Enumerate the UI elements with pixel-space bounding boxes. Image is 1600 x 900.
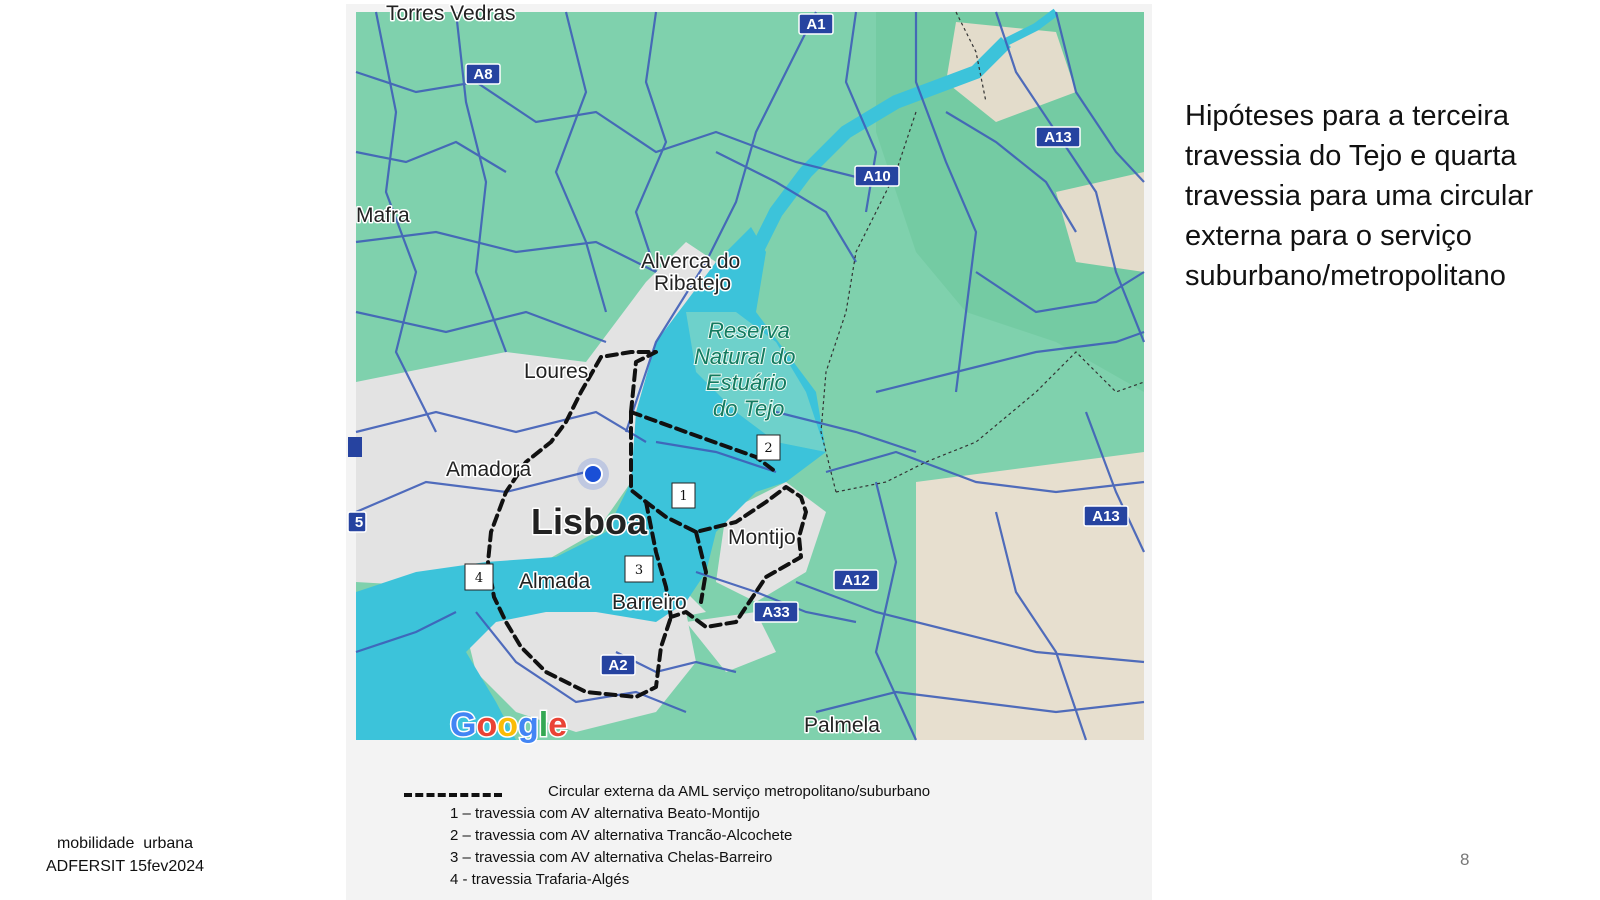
label-amadora: Amadora [446,458,532,481]
legend-item-3: 3 – travessia com AV alternativa Chelas-Barreiro [450,849,773,866]
svg-text:4: 4 [474,571,484,586]
slide-title-line: suburbano/metropolitano [1185,260,1506,292]
svg-text:A12: A12 [842,572,870,589]
footer-credit [30,832,220,878]
crossing-marker-2 [757,435,780,460]
svg-text:1: 1 [679,489,688,504]
label-loures: Loures [524,360,589,383]
legend-main-label: Circular externa da AML serviço metropolitano/suburbano [548,783,931,800]
road-shield-a1 [799,14,833,34]
slide-title [1185,96,1585,296]
label-barreiro: Barreiro [612,591,687,614]
svg-text:5: 5 [354,514,364,531]
svg-text:A2: A2 [608,657,628,674]
slide-title-line: travessia para uma circular [1185,180,1534,212]
slide-title-line: Hipóteses para a terceira [1185,100,1509,132]
svg-text:A13: A13 [1044,129,1072,146]
label-palmela: Palmela [804,714,880,737]
map-panel[interactable] [354,2,1144,744]
rural-area [916,452,1144,740]
label-lisboa: Lisboa [531,501,648,542]
label-reserve-line4: do Tejo [713,396,785,421]
page-number: 8 [1460,850,1470,869]
svg-text:A1: A1 [806,16,826,33]
road-shield-a33 [754,602,798,622]
svg-text:A10: A10 [863,168,891,185]
svg-text:Google: Google [450,706,568,744]
road-shield-a12 [834,570,878,590]
label-torres-vedras: Torres Vedras [386,2,516,25]
legend-item-1: 1 – travessia com AV alternativa Beato-Montijo [450,805,760,822]
label-mafra: Mafra [356,204,410,227]
road-shield-a13-top [1036,127,1080,147]
label-reserve-line3: Estuário [706,370,787,395]
road-shield-edge [348,512,366,532]
legend-item-4: 4 - travessia Trafaria-Algés [450,871,630,888]
label-almada: Almada [519,570,591,593]
google-logo [450,706,567,744]
label-reserve-line1: Reserva [708,318,790,343]
footer-line-1: mobilidade urbana [56,835,194,852]
svg-text:A33: A33 [762,604,790,621]
road-shield-a10 [855,166,899,186]
label-alverca-line1: Alverca do [641,250,741,273]
label-alverca-line2: Ribatejo [654,272,732,295]
legend-item-2: 2 – travessia com AV alternativa Trancão-Alcochete [450,827,793,844]
svg-text:A8: A8 [473,66,493,83]
svg-text:3: 3 [634,563,644,578]
label-montijo: Montijo [728,526,796,549]
road-shield-a2 [601,655,635,675]
crossing-marker-1 [672,483,695,508]
svg-text:2: 2 [764,441,773,456]
crossing-marker-4 [465,564,493,590]
slide-title-line: externa para o serviço [1185,220,1472,252]
crossing-marker-3 [625,556,653,582]
map-legend [356,778,1146,896]
location-dot[interactable] [584,465,602,483]
legend-dashed-line-symbol [404,793,502,797]
svg-text:A13: A13 [1092,508,1120,525]
road-shield-a8 [466,64,500,84]
slide-title-line: travessia do Tejo e quarta [1185,140,1517,172]
label-reserve-line2: Natural do [694,344,796,369]
footer-line-2: ADFERSIT 15fev2024 [45,858,204,875]
road-shield-edge [348,437,362,457]
road-shield-a13-right [1084,506,1128,526]
